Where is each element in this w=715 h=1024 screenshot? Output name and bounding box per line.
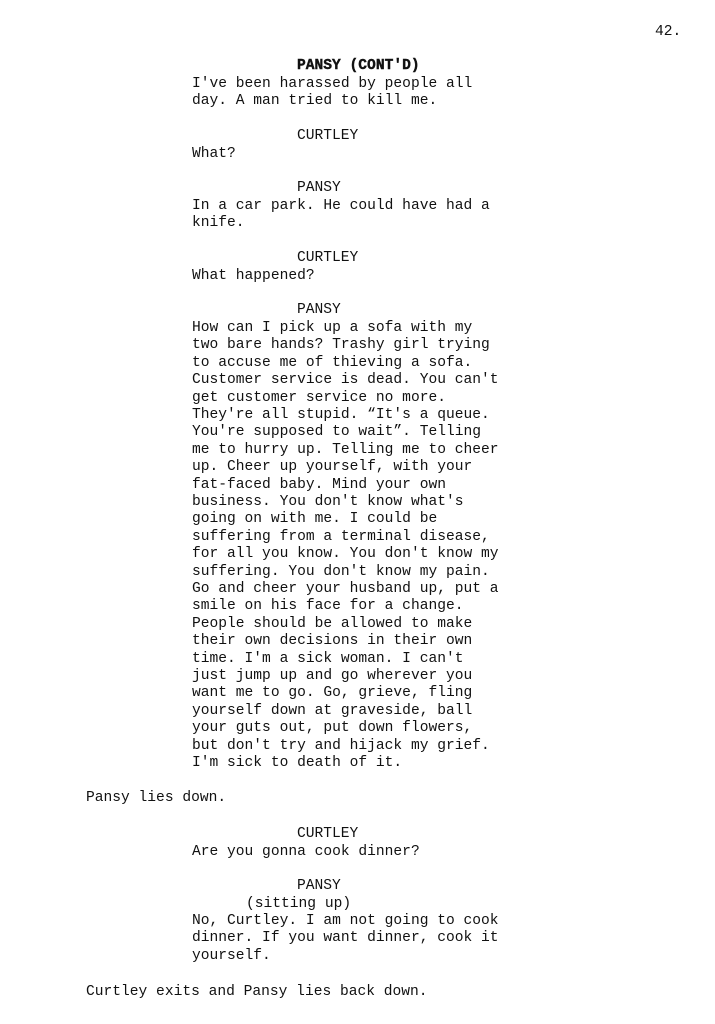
parenthetical: (sitting up) xyxy=(246,896,352,912)
dialogue-line: me to hurry up. Telling me to cheer xyxy=(192,441,499,458)
dialogue-line: No, Curtley. I am not going to cook xyxy=(192,913,499,929)
character-cue: PANSY xyxy=(297,180,341,196)
dialogue-line: smile on his face for a change. xyxy=(192,598,464,615)
character-cue: CURTLEY xyxy=(297,250,359,266)
dialogue-line: yourself down at graveside, ball xyxy=(192,702,473,719)
dialogue-line: In a car park. He could have had a xyxy=(192,198,490,214)
dialogue-line: just jump up and go wherever you xyxy=(192,668,473,684)
dialogue-line: People should be allowed to make xyxy=(192,615,473,632)
character-cue: PANSY xyxy=(297,878,341,894)
dialogue-line: fat-faced baby. Mind your own xyxy=(192,476,446,493)
dialogue-line: Go and cheer your husband up, put a xyxy=(192,581,499,597)
dialogue-line: to accuse me of thieving a sofa. xyxy=(192,354,473,371)
character-cue: PANSY xyxy=(297,302,341,318)
dialogue-line: your guts out, put down flowers, xyxy=(192,720,473,737)
dialogue-line: Customer service is dead. You can't xyxy=(192,372,499,389)
dialogue-line: day. A man tried to kill me. xyxy=(192,93,438,109)
dialogue-line: I've been harassed by people all xyxy=(192,76,473,92)
dialogue-line: How can I pick up a sofa with my xyxy=(192,320,473,336)
page-number: 42. xyxy=(655,24,682,40)
dialogue-line: knife. xyxy=(192,215,245,231)
dialogue-line: for all you know. You don't know my xyxy=(192,546,499,563)
character-cue: CURTLEY xyxy=(297,128,359,144)
dialogue-line: dinner. If you want dinner, cook it xyxy=(192,930,499,947)
dialogue-line: get customer service no more. xyxy=(192,389,446,406)
dialogue-line: up. Cheer up yourself, with your xyxy=(192,459,473,476)
dialogue-line: but don't try and hijack my grief. xyxy=(192,737,490,754)
dialogue-line: their own decisions in their own xyxy=(192,633,473,650)
dialogue-line: What? xyxy=(192,146,236,162)
dialogue-line: yourself. xyxy=(192,947,271,964)
character-cue: CURTLEY xyxy=(297,826,359,842)
dialogue-line: business. You don't know what's xyxy=(192,494,464,510)
character-cue: PANSY (CONT'D) xyxy=(297,58,420,74)
action-line: Curtley exits and Pansy lies back down. xyxy=(86,984,428,1000)
dialogue-line: suffering. You don't know my pain. xyxy=(192,563,490,580)
dialogue-line: suffering from a terminal disease, xyxy=(192,528,490,545)
action-line: Pansy lies down. xyxy=(86,790,227,806)
dialogue-line: What happened? xyxy=(192,268,315,284)
dialogue-line: Are you gonna cook dinner? xyxy=(192,844,420,860)
dialogue-line: going on with me. I could be xyxy=(192,511,438,528)
dialogue-line: two bare hands? Trashy girl trying xyxy=(192,337,490,354)
dialogue-line: want me to go. Go, grieve, fling xyxy=(192,685,473,702)
dialogue-line: You're supposed to wait”. Telling xyxy=(192,424,482,441)
dialogue-line: They're all stupid. “It's a queue. xyxy=(192,407,490,423)
dialogue-line: time. I'm a sick woman. I can't xyxy=(192,650,464,667)
dialogue-line: I'm sick to death of it. xyxy=(192,755,403,771)
